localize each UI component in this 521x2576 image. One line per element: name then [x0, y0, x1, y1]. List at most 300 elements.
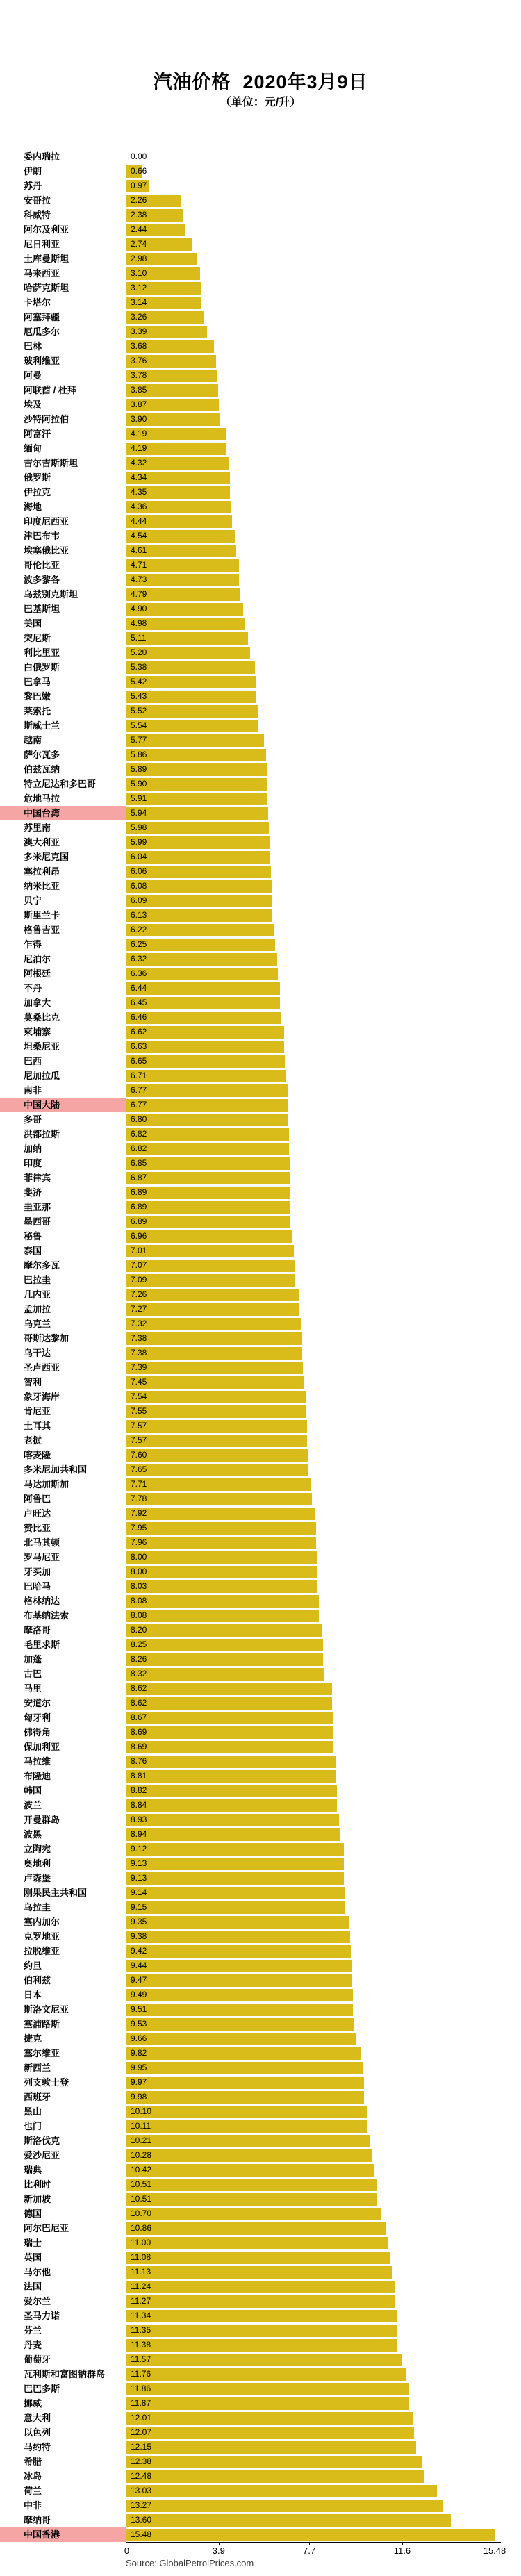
- value-bar: [126, 2295, 395, 2308]
- value-label: 5.54: [131, 720, 147, 730]
- value-bar: [126, 1362, 303, 1374]
- country-label: 斯洛伐克: [24, 2136, 60, 2146]
- country-label: 卢森堡: [24, 1873, 51, 1883]
- value-bar: [126, 1216, 290, 1228]
- value-bar: [126, 1143, 289, 1155]
- bar-zone: [126, 587, 521, 602]
- bar-zone: [126, 2265, 521, 2279]
- value-bar: [126, 2310, 397, 2322]
- country-label: 中非: [24, 2500, 42, 2511]
- country-label: 瑞典: [24, 2165, 42, 2175]
- x-axis-tick-label: 15.48: [483, 2545, 506, 2556]
- value-label: 7.65: [131, 1464, 147, 1474]
- country-label: 开曼群岛: [24, 1815, 60, 1825]
- value-bar: [126, 1887, 345, 1899]
- page-subtitle: （单位：元/升）: [220, 97, 301, 108]
- value-label: 13.27: [131, 2500, 152, 2510]
- value-label: 7.57: [131, 1435, 147, 1445]
- bar-zone: [126, 1068, 521, 1083]
- value-label: 12.15: [131, 2442, 152, 2452]
- chart-row: [0, 2236, 521, 2250]
- value-label: 7.55: [131, 1406, 147, 1416]
- country-label: 泰国: [24, 1246, 42, 1256]
- country-label: 斐济: [24, 1187, 42, 1198]
- bar-zone: [126, 2352, 521, 2367]
- value-label: 5.38: [131, 662, 147, 672]
- bar-zone: [126, 295, 521, 310]
- value-bar: [126, 1974, 352, 1987]
- value-bar: [126, 1070, 286, 1082]
- bar-zone: [126, 470, 521, 485]
- chart-row: [0, 1710, 521, 1725]
- value-bar: [126, 2397, 409, 2410]
- chart-row: [0, 2192, 521, 2206]
- value-label: 6.09: [131, 895, 147, 905]
- bar-zone: [126, 1112, 521, 1127]
- chart-row: [0, 952, 521, 966]
- chart-row: [0, 704, 521, 718]
- value-bar: [126, 1799, 337, 1812]
- chart-row: [0, 733, 521, 748]
- chart-row: [0, 1127, 521, 1141]
- bar-zone: [126, 2236, 521, 2250]
- chart-row: [0, 1214, 521, 1229]
- chart-row: [0, 2498, 521, 2513]
- bar-zone: [126, 1535, 521, 1550]
- value-label: 2.26: [131, 195, 147, 205]
- country-label: 墨西哥: [24, 1216, 51, 1227]
- value-label: 8.20: [131, 1625, 147, 1635]
- bar-zone: [126, 2513, 521, 2527]
- chart-row: [0, 339, 521, 354]
- value-label: 6.36: [131, 968, 147, 978]
- value-bar: [126, 1114, 288, 1126]
- value-label: 5.94: [131, 808, 147, 818]
- value-bar: [126, 822, 269, 834]
- value-label: 6.62: [131, 1027, 147, 1037]
- country-label: 丹麦: [24, 2340, 42, 2350]
- value-bar: [126, 968, 278, 980]
- bar-zone: [126, 1010, 521, 1025]
- chart-row: [0, 485, 521, 499]
- country-label: 克罗地亚: [24, 1931, 60, 1942]
- bar-zone: [126, 456, 521, 470]
- country-label: 中国台湾: [0, 806, 126, 820]
- value-bar: [126, 1245, 294, 1257]
- value-bar: [126, 1537, 316, 1549]
- country-label: 阿根廷: [24, 968, 51, 979]
- country-label: 圣卢西亚: [24, 1362, 60, 1373]
- value-bar: [126, 1668, 324, 1681]
- bar-zone: [126, 1287, 521, 1302]
- country-label: 格鲁吉亚: [24, 925, 60, 935]
- value-label: 7.45: [131, 1377, 147, 1387]
- chart-row: [0, 1871, 521, 1885]
- value-bar: [126, 866, 271, 878]
- country-label: 新加坡: [24, 2194, 51, 2204]
- chart-row: [0, 762, 521, 777]
- value-label: 5.77: [131, 735, 147, 745]
- value-bar: [126, 1405, 306, 1418]
- value-label: 11.24: [131, 2281, 151, 2291]
- chart-row: [0, 1171, 521, 1185]
- value-bar: [126, 2208, 381, 2220]
- bar-zone: [126, 2163, 521, 2177]
- value-bar: [126, 1522, 316, 1535]
- value-bar: [126, 2033, 356, 2045]
- value-bar: [126, 2500, 443, 2512]
- value-bar: [126, 1960, 352, 1972]
- value-label: 8.69: [131, 1742, 147, 1751]
- bar-zone: [126, 1769, 521, 1783]
- chart-row: [0, 1798, 521, 1813]
- value-label: 8.67: [131, 1712, 147, 1722]
- value-label: 4.61: [131, 545, 147, 555]
- value-label: 9.66: [131, 2033, 147, 2043]
- value-bar: [126, 1041, 284, 1053]
- chart-row: [0, 2206, 521, 2221]
- bar-zone: [126, 2323, 521, 2338]
- bar-zone: [126, 2177, 521, 2192]
- value-label: 5.43: [131, 691, 147, 701]
- bar-zone: [126, 645, 521, 660]
- bar-zone: [126, 2031, 521, 2046]
- bar-zone: [126, 1360, 521, 1375]
- chart-row: [0, 281, 521, 295]
- bar-zone: [126, 514, 521, 529]
- value-label: 4.32: [131, 458, 147, 468]
- country-label: 塞尔维亚: [24, 2048, 60, 2058]
- chart-row: [0, 514, 521, 529]
- country-label: 圣马力诺: [24, 2311, 60, 2321]
- chart-row: [0, 1039, 521, 1054]
- value-label: 5.42: [131, 677, 147, 686]
- country-label: 古巴: [24, 1669, 42, 1679]
- value-bar: [126, 909, 272, 922]
- bar-zone: [126, 1375, 521, 1389]
- value-label: 4.19: [131, 443, 147, 453]
- bar-zone: [126, 543, 521, 558]
- country-label: 卡塔尔: [24, 297, 51, 308]
- bar-zone: [126, 2250, 521, 2265]
- country-label: 加拿大: [24, 998, 51, 1008]
- bar-zone: [126, 1273, 521, 1287]
- value-label: 10.86: [131, 2223, 152, 2233]
- chart-row: [0, 1740, 521, 1754]
- bar-zone: [126, 2484, 521, 2498]
- bar-zone: [126, 2440, 521, 2454]
- chart-row: [0, 572, 521, 587]
- chart-row: [0, 864, 521, 879]
- bar-zone: [126, 2148, 521, 2163]
- chart-row: [0, 2177, 521, 2192]
- country-label: 尼加拉瓜: [24, 1071, 60, 1081]
- bar-zone: [126, 675, 521, 689]
- country-label: 中国香港: [0, 2527, 126, 2542]
- x-axis: [124, 2542, 506, 2558]
- bar-zone: [126, 1506, 521, 1521]
- value-bar: [126, 807, 268, 820]
- value-bar: [126, 1858, 344, 1870]
- value-label: 7.78: [131, 1494, 147, 1503]
- chart-row: [0, 179, 521, 193]
- value-bar: [126, 793, 267, 805]
- value-label: 3.68: [131, 341, 147, 351]
- value-label: 10.51: [131, 2194, 152, 2204]
- value-bar: [126, 1055, 285, 1068]
- country-label: 毛里求斯: [24, 1640, 60, 1650]
- chart-row: [0, 1010, 521, 1025]
- country-label: 阿曼: [24, 370, 42, 381]
- bar-zone: [126, 1025, 521, 1039]
- country-label: 伯利兹: [24, 1975, 51, 1985]
- bar-zone: [126, 208, 521, 222]
- country-label: 波黑: [24, 1829, 42, 1840]
- country-label: 新西兰: [24, 2063, 51, 2073]
- value-label: 6.65: [131, 1056, 147, 1066]
- country-label: 阿塞拜疆: [24, 312, 60, 322]
- bar-zone: [126, 1973, 521, 1988]
- chart-row: [0, 689, 521, 704]
- value-label: 11.34: [131, 2311, 151, 2320]
- chart-row: [0, 2148, 521, 2163]
- value-bar: [126, 1026, 284, 1039]
- chart-row: [0, 1623, 521, 1637]
- value-label: 8.08: [131, 1596, 147, 1605]
- value-label: 9.53: [131, 2019, 147, 2029]
- country-label: 比利时: [24, 2179, 51, 2190]
- bar-zone: [126, 1171, 521, 1185]
- value-label: 9.98: [131, 2092, 147, 2102]
- value-label: 8.94: [131, 1829, 147, 1839]
- country-label: 加蓬: [24, 1654, 42, 1665]
- country-label: 尼泊尔: [24, 954, 51, 964]
- country-label: 洪都拉斯: [24, 1129, 60, 1139]
- bar-zone: [126, 1652, 521, 1667]
- bar-zone: [126, 923, 521, 937]
- value-bar: [126, 1289, 299, 1301]
- value-bar: [126, 1318, 301, 1330]
- bar-zone: [126, 1244, 521, 1258]
- bar-zone: [126, 1958, 521, 1973]
- chart-row: [0, 237, 521, 251]
- value-label: 2.38: [131, 210, 147, 220]
- country-label: 意大利: [24, 2413, 51, 2423]
- country-label: 缅甸: [24, 443, 42, 454]
- chart-row: [0, 354, 521, 368]
- bar-zone: [126, 368, 521, 383]
- value-label: 9.49: [131, 1990, 147, 1999]
- chart-row: [0, 2411, 521, 2425]
- value-bar: [126, 2047, 361, 2060]
- country-label: 以色列: [24, 2427, 51, 2438]
- country-label: 瑞士: [24, 2238, 42, 2248]
- value-bar: [126, 1566, 317, 1578]
- value-bar: [126, 1508, 315, 1520]
- value-label: 4.34: [131, 472, 147, 482]
- value-label: 6.45: [131, 998, 147, 1007]
- country-label: 马里: [24, 1683, 42, 1694]
- chart-row: [0, 441, 521, 456]
- value-bar: [126, 953, 277, 966]
- value-bar: [126, 1580, 317, 1593]
- bar-zone: [126, 2381, 521, 2396]
- value-bar: [126, 1435, 307, 1447]
- country-label: 纳米比亚: [24, 881, 60, 891]
- country-label: 加纳: [24, 1143, 42, 1154]
- value-bar: [126, 2281, 395, 2293]
- bar-zone: [126, 1054, 521, 1068]
- value-label: 6.82: [131, 1129, 147, 1139]
- bar-zone: [126, 164, 521, 179]
- chart-row: [0, 1915, 521, 1929]
- chart-row: [0, 499, 521, 514]
- value-bar: [126, 2485, 437, 2497]
- bar-zone: [126, 1696, 521, 1710]
- country-label: 秘鲁: [24, 1231, 42, 1241]
- value-bar: [126, 939, 275, 951]
- country-label: 塞拉利昂: [24, 866, 60, 877]
- country-label: 斯洛文尼亚: [24, 2004, 69, 2015]
- bar-zone: [126, 441, 521, 456]
- chart-row: [0, 981, 521, 996]
- value-label: 3.12: [131, 283, 147, 292]
- country-label: 哈萨克斯坦: [24, 283, 69, 293]
- chart-row: [0, 383, 521, 397]
- value-bar: [126, 1347, 302, 1360]
- bar-zone: [126, 499, 521, 514]
- country-label: 乌兹别克斯坦: [24, 589, 78, 600]
- value-label: 8.82: [131, 1785, 147, 1795]
- chart-row: [0, 1958, 521, 1973]
- bar-zone: [126, 193, 521, 208]
- chart-row: [0, 2061, 521, 2075]
- chart-row: [0, 1885, 521, 1900]
- value-label: 5.52: [131, 706, 147, 716]
- country-label: 委内瑞拉: [24, 151, 60, 162]
- bar-zone: [126, 1521, 521, 1535]
- value-label: 9.95: [131, 2063, 147, 2072]
- value-label: 7.07: [131, 1260, 147, 1270]
- chart-row: [0, 1783, 521, 1798]
- value-bar: [126, 1770, 336, 1783]
- value-bar: [126, 1785, 337, 1797]
- value-bar: [126, 2149, 372, 2162]
- country-label: 中国大陆: [0, 1098, 126, 1112]
- country-label: 阿尔巴尼亚: [24, 2223, 69, 2234]
- country-label: 瓦利斯和富图钠群岛: [24, 2369, 106, 2379]
- bar-zone: [126, 1988, 521, 2002]
- country-label: 乍得: [24, 939, 42, 950]
- value-bar: [126, 1989, 353, 2001]
- value-label: 10.51: [131, 2179, 152, 2189]
- value-bar: [126, 2339, 397, 2352]
- bar-zone: [126, 1754, 521, 1769]
- value-bar: [126, 1230, 292, 1243]
- country-label: 特立尼达和多巴哥: [24, 779, 97, 789]
- value-label: 7.27: [131, 1304, 147, 1314]
- value-label: 9.44: [131, 1960, 147, 1970]
- chart-row: [0, 427, 521, 441]
- country-label: 安哥拉: [24, 195, 51, 206]
- chart-row: [0, 2279, 521, 2294]
- country-label: 安道尔: [24, 1698, 51, 1708]
- bar-zone: [126, 1564, 521, 1579]
- value-bar: [126, 778, 267, 791]
- country-label: 格林纳达: [24, 1596, 60, 1606]
- value-bar: [126, 1901, 345, 1914]
- bar-zone: [126, 2338, 521, 2352]
- chart-row: [0, 1521, 521, 1535]
- value-bar: [126, 2266, 392, 2279]
- bar-zone: [126, 572, 521, 587]
- chart-row: [0, 645, 521, 660]
- chart-row: [0, 2046, 521, 2061]
- value-bar: [126, 1697, 332, 1710]
- bar-zone: [126, 1185, 521, 1200]
- value-bar: [126, 1639, 323, 1651]
- country-label: 多哥: [24, 1114, 42, 1125]
- chart-row: [0, 2221, 521, 2236]
- chart-row: [0, 1156, 521, 1171]
- chart-row: [0, 1200, 521, 1214]
- value-label: 3.85: [131, 385, 147, 395]
- country-label: 巴巴多斯: [24, 2384, 60, 2394]
- value-label: 6.80: [131, 1114, 147, 1124]
- country-label: 芬兰: [24, 2325, 42, 2336]
- bar-zone: [126, 1302, 521, 1316]
- bar-zone: [126, 850, 521, 864]
- chart-row: [0, 412, 521, 427]
- bar-zone: [126, 1681, 521, 1696]
- value-bar: [126, 1814, 339, 1826]
- value-label: 4.19: [131, 429, 147, 438]
- chart-row: [0, 149, 521, 164]
- value-label: 6.22: [131, 925, 147, 934]
- bar-zone: [126, 149, 521, 164]
- value-label: 8.76: [131, 1756, 147, 1766]
- chart-row: [0, 2031, 521, 2046]
- chart-row: [0, 2133, 521, 2148]
- country-label: 列支敦士登: [24, 2077, 69, 2088]
- bar-zone: [126, 339, 521, 354]
- bar-zone: [126, 2090, 521, 2104]
- bar-zone: [126, 1827, 521, 1842]
- value-label: 7.32: [131, 1319, 147, 1328]
- bar-zone: [126, 1710, 521, 1725]
- value-label: 7.96: [131, 1537, 147, 1547]
- value-label: 9.13: [131, 1858, 147, 1868]
- chart-row: [0, 1594, 521, 1608]
- country-label: 立陶宛: [24, 1844, 51, 1854]
- bar-zone: [126, 2396, 521, 2411]
- bar-zone: [126, 2075, 521, 2090]
- chart-row: [0, 1929, 521, 1944]
- country-label: 阿联酋 / 杜拜: [24, 385, 76, 395]
- chart-row: [0, 2484, 521, 2498]
- value-label: 8.00: [131, 1552, 147, 1562]
- country-label: 贝宁: [24, 895, 42, 906]
- country-label: 德国: [24, 2208, 42, 2219]
- chart-row: [0, 1244, 521, 1258]
- value-bar: [126, 2354, 402, 2366]
- country-label: 英国: [24, 2252, 42, 2263]
- bar-zone: [126, 2367, 521, 2381]
- country-label: 津巴布韦: [24, 531, 60, 541]
- bar-zone: [126, 2017, 521, 2031]
- bar-zone: [126, 2454, 521, 2469]
- country-label: 越南: [24, 735, 42, 745]
